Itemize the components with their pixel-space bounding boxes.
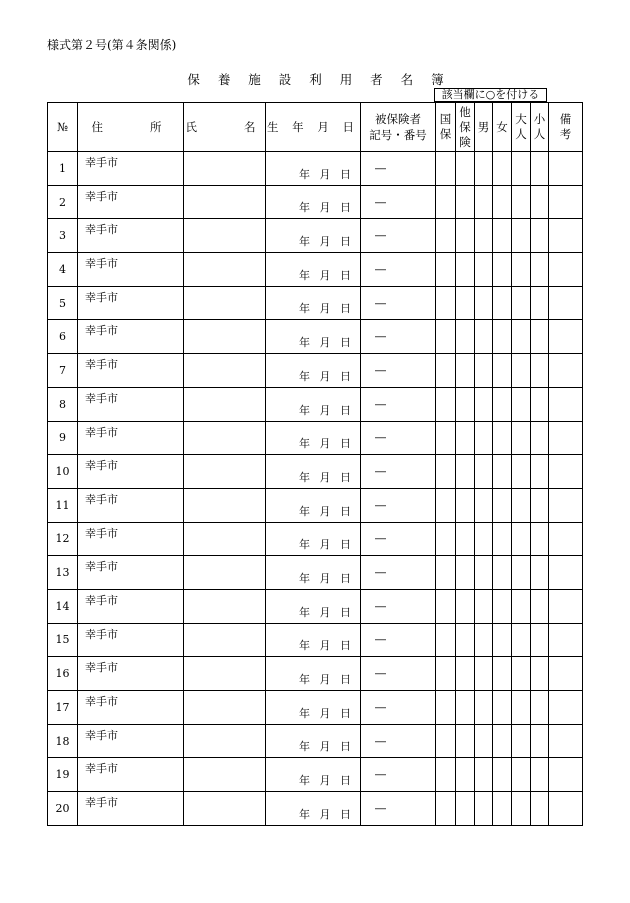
col-insured-number: [361, 103, 436, 152]
remarks-cell[interactable]: [549, 623, 583, 657]
birthdate-cell[interactable]: 年 月 日: [266, 589, 361, 623]
male-check[interactable]: [475, 286, 493, 320]
row-number: 1: [48, 152, 78, 186]
col-name: 氏 名: [184, 103, 266, 152]
name-cell[interactable]: [184, 354, 266, 388]
name-cell[interactable]: [184, 724, 266, 758]
female-check[interactable]: [493, 421, 512, 455]
insured-header-line1: 被保険者: [375, 112, 421, 126]
col-birthdate: 生 年 月 日: [266, 103, 361, 152]
male-check[interactable]: [475, 219, 493, 253]
birthdate-cell[interactable]: 年 月 日: [266, 152, 361, 186]
birthdate-cell[interactable]: 年 月 日: [266, 354, 361, 388]
adult-check[interactable]: [512, 556, 531, 590]
address-cell[interactable]: 幸手市: [78, 387, 184, 421]
address-cell[interactable]: 幸手市: [78, 657, 184, 691]
row-number: 9: [48, 421, 78, 455]
name-cell[interactable]: [184, 185, 266, 219]
other-insurance-check[interactable]: [456, 657, 475, 691]
male-check[interactable]: [475, 556, 493, 590]
name-cell[interactable]: [184, 623, 266, 657]
other-ins-char-3: 険: [459, 134, 471, 149]
female-check[interactable]: [493, 185, 512, 219]
name-cell[interactable]: [184, 320, 266, 354]
row-number: 13: [48, 556, 78, 590]
other-insurance-check[interactable]: [456, 556, 475, 590]
adult-check[interactable]: [512, 320, 531, 354]
row-number: 20: [48, 792, 78, 826]
child-char-2: 人: [533, 127, 546, 141]
table-row: [48, 219, 583, 253]
remarks-cell[interactable]: [549, 354, 583, 388]
table-row: [48, 758, 583, 792]
national-insurance-check[interactable]: [436, 185, 456, 219]
other-insurance-check[interactable]: [456, 488, 475, 522]
remarks-cell[interactable]: [549, 286, 583, 320]
remarks-cell[interactable]: [549, 219, 583, 253]
address-cell[interactable]: 幸手市: [78, 219, 184, 253]
child-check[interactable]: [531, 488, 549, 522]
name-cell[interactable]: [184, 152, 266, 186]
adult-check[interactable]: [512, 387, 531, 421]
child-check[interactable]: [531, 387, 549, 421]
female-check[interactable]: [493, 556, 512, 590]
national-insurance-check[interactable]: [436, 219, 456, 253]
address-cell[interactable]: 幸手市: [78, 286, 184, 320]
remarks-char-2: 考: [559, 127, 572, 141]
insured-number-cell[interactable]: ―: [361, 488, 436, 522]
remarks-cell[interactable]: [549, 589, 583, 623]
check-instruction: 該当欄に○を付ける: [434, 88, 547, 102]
remarks-char-1: 備: [559, 112, 572, 126]
national-insurance-check[interactable]: [436, 556, 456, 590]
other-insurance-check[interactable]: [456, 219, 475, 253]
male-check[interactable]: [475, 724, 493, 758]
row-number: 7: [48, 354, 78, 388]
male-check[interactable]: [475, 792, 493, 826]
row-number: 3: [48, 219, 78, 253]
insured-number-cell[interactable]: ―: [361, 556, 436, 590]
remarks-cell[interactable]: [549, 691, 583, 725]
national-insurance-check[interactable]: [436, 152, 456, 186]
adult-check[interactable]: [512, 758, 531, 792]
col-male: 男: [475, 103, 493, 152]
insured-number-cell[interactable]: ―: [361, 354, 436, 388]
address-cell[interactable]: 幸手市: [78, 623, 184, 657]
other-insurance-check[interactable]: [456, 354, 475, 388]
insured-header-line2: 記号・番号: [369, 128, 427, 142]
male-check[interactable]: [475, 522, 493, 556]
insured-number-cell[interactable]: ―: [361, 657, 436, 691]
insured-number-cell[interactable]: ―: [361, 219, 436, 253]
table-row: [48, 724, 583, 758]
national-insurance-check[interactable]: [436, 320, 456, 354]
name-cell[interactable]: [184, 488, 266, 522]
male-check[interactable]: [475, 623, 493, 657]
child-check[interactable]: [531, 320, 549, 354]
table-row: [48, 657, 583, 691]
male-check[interactable]: [475, 488, 493, 522]
child-check[interactable]: [531, 455, 549, 489]
birthdate-cell[interactable]: 年 月 日: [266, 185, 361, 219]
national-insurance-check[interactable]: [436, 421, 456, 455]
child-check[interactable]: [531, 623, 549, 657]
adult-check[interactable]: [512, 623, 531, 657]
table-row: [48, 185, 583, 219]
other-ins-char-2: 保: [459, 119, 471, 134]
female-check[interactable]: [493, 792, 512, 826]
table-row: [48, 792, 583, 826]
birthdate-cell[interactable]: 年 月 日: [266, 522, 361, 556]
other-insurance-check[interactable]: [456, 320, 475, 354]
other-insurance-check[interactable]: [456, 455, 475, 489]
address-cell[interactable]: 幸手市: [78, 488, 184, 522]
row-number: 2: [48, 185, 78, 219]
table-row: [48, 320, 583, 354]
name-cell[interactable]: [184, 219, 266, 253]
adult-check[interactable]: [512, 354, 531, 388]
row-number: 18: [48, 724, 78, 758]
male-check[interactable]: [475, 320, 493, 354]
child-check[interactable]: [531, 691, 549, 725]
remarks-cell[interactable]: [549, 320, 583, 354]
birthdate-cell[interactable]: 年 月 日: [266, 556, 361, 590]
address-cell[interactable]: 幸手市: [78, 691, 184, 725]
insured-number-cell[interactable]: ―: [361, 185, 436, 219]
adult-check[interactable]: [512, 421, 531, 455]
col-female: 女: [493, 103, 512, 152]
adult-check[interactable]: [512, 724, 531, 758]
adult-check[interactable]: [512, 589, 531, 623]
child-check[interactable]: [531, 354, 549, 388]
other-insurance-check[interactable]: [456, 253, 475, 287]
adult-check[interactable]: [512, 253, 531, 287]
name-cell[interactable]: [184, 758, 266, 792]
remarks-cell[interactable]: [549, 185, 583, 219]
name-cell[interactable]: [184, 792, 266, 826]
insured-number-cell[interactable]: ―: [361, 691, 436, 725]
row-number: 6: [48, 320, 78, 354]
address-cell[interactable]: 幸手市: [78, 556, 184, 590]
row-number: 15: [48, 623, 78, 657]
table-row: [48, 354, 583, 388]
female-check[interactable]: [493, 589, 512, 623]
name-cell[interactable]: [184, 455, 266, 489]
col-national-insurance: [436, 103, 456, 152]
name-cell[interactable]: [184, 253, 266, 287]
page-title: 保 養 施 設 利 用 者 名 簿: [187, 72, 451, 87]
name-cell[interactable]: [184, 286, 266, 320]
header-row: [48, 103, 583, 152]
child-check[interactable]: [531, 253, 549, 287]
insured-number-cell[interactable]: ―: [361, 758, 436, 792]
other-insurance-check[interactable]: [456, 152, 475, 186]
female-check[interactable]: [493, 488, 512, 522]
female-check[interactable]: [493, 455, 512, 489]
child-check[interactable]: [531, 724, 549, 758]
national-insurance-check[interactable]: [436, 455, 456, 489]
birthdate-cell[interactable]: 年 月 日: [266, 724, 361, 758]
national-insurance-check[interactable]: [436, 623, 456, 657]
female-check[interactable]: [493, 623, 512, 657]
remarks-cell[interactable]: [549, 253, 583, 287]
row-number: 14: [48, 589, 78, 623]
name-cell[interactable]: [184, 657, 266, 691]
other-insurance-check[interactable]: [456, 387, 475, 421]
child-check[interactable]: [531, 657, 549, 691]
address-cell[interactable]: 幸手市: [78, 792, 184, 826]
other-insurance-check[interactable]: [456, 724, 475, 758]
remarks-cell[interactable]: [549, 758, 583, 792]
male-check[interactable]: [475, 758, 493, 792]
birthdate-cell[interactable]: 年 月 日: [266, 623, 361, 657]
table-row: [48, 488, 583, 522]
remarks-cell[interactable]: [549, 792, 583, 826]
child-check[interactable]: [531, 185, 549, 219]
male-check[interactable]: [475, 387, 493, 421]
table-row: [48, 455, 583, 489]
user-roster-table: [47, 102, 583, 826]
insured-number-cell[interactable]: ―: [361, 152, 436, 186]
insured-number-cell[interactable]: ―: [361, 792, 436, 826]
national-insurance-check[interactable]: [436, 792, 456, 826]
remarks-cell[interactable]: [549, 556, 583, 590]
birthdate-cell[interactable]: 年 月 日: [266, 488, 361, 522]
remarks-cell[interactable]: [549, 488, 583, 522]
adult-check[interactable]: [512, 657, 531, 691]
birthdate-cell[interactable]: 年 月 日: [266, 286, 361, 320]
birthdate-cell[interactable]: 年 月 日: [266, 421, 361, 455]
national-insurance-check[interactable]: [436, 387, 456, 421]
child-char-1: 小: [533, 112, 546, 126]
insured-number-cell[interactable]: ―: [361, 320, 436, 354]
national-insurance-check[interactable]: [436, 691, 456, 725]
remarks-cell[interactable]: [549, 522, 583, 556]
row-number: 16: [48, 657, 78, 691]
male-check[interactable]: [475, 354, 493, 388]
national-insurance-check[interactable]: [436, 589, 456, 623]
national-insurance-check[interactable]: [436, 522, 456, 556]
row-number: 10: [48, 455, 78, 489]
name-cell[interactable]: [184, 556, 266, 590]
insured-number-cell[interactable]: ―: [361, 387, 436, 421]
row-number: 11: [48, 488, 78, 522]
kokuho-char-2: 保: [439, 127, 452, 141]
female-check[interactable]: [493, 219, 512, 253]
child-check[interactable]: [531, 589, 549, 623]
adult-check[interactable]: [512, 488, 531, 522]
birthdate-cell[interactable]: 年 月 日: [266, 320, 361, 354]
national-insurance-check[interactable]: [436, 488, 456, 522]
birthdate-cell[interactable]: 年 月 日: [266, 758, 361, 792]
address-cell[interactable]: 幸手市: [78, 421, 184, 455]
other-insurance-check[interactable]: [456, 758, 475, 792]
child-check[interactable]: [531, 792, 549, 826]
address-cell[interactable]: 幸手市: [78, 185, 184, 219]
row-number: 5: [48, 286, 78, 320]
birthdate-cell[interactable]: 年 月 日: [266, 792, 361, 826]
child-check[interactable]: [531, 758, 549, 792]
table-row: [48, 387, 583, 421]
other-insurance-check[interactable]: [456, 421, 475, 455]
child-check[interactable]: [531, 219, 549, 253]
adult-check[interactable]: [512, 185, 531, 219]
adult-check[interactable]: [512, 691, 531, 725]
birthdate-cell[interactable]: 年 月 日: [266, 253, 361, 287]
insured-number-cell[interactable]: ―: [361, 455, 436, 489]
female-check[interactable]: [493, 657, 512, 691]
other-insurance-check[interactable]: [456, 522, 475, 556]
national-insurance-check[interactable]: [436, 758, 456, 792]
address-cell[interactable]: 幸手市: [78, 455, 184, 489]
insured-number-cell[interactable]: ―: [361, 623, 436, 657]
male-check[interactable]: [475, 589, 493, 623]
col-child: [531, 103, 549, 152]
table-row: [48, 253, 583, 287]
row-number: 17: [48, 691, 78, 725]
table-row: [48, 691, 583, 725]
male-check[interactable]: [475, 152, 493, 186]
name-cell[interactable]: [184, 387, 266, 421]
col-remarks: [549, 103, 583, 152]
birthdate-cell[interactable]: 年 月 日: [266, 387, 361, 421]
female-check[interactable]: [493, 691, 512, 725]
male-check[interactable]: [475, 253, 493, 287]
address-cell[interactable]: 幸手市: [78, 758, 184, 792]
address-cell[interactable]: 幸手市: [78, 152, 184, 186]
child-check[interactable]: [531, 556, 549, 590]
col-adult: [512, 103, 531, 152]
male-check[interactable]: [475, 185, 493, 219]
national-insurance-check[interactable]: [436, 657, 456, 691]
female-check[interactable]: [493, 522, 512, 556]
row-number: 12: [48, 522, 78, 556]
insured-number-cell[interactable]: ―: [361, 253, 436, 287]
adult-char-1: 大: [515, 112, 527, 126]
birthdate-cell[interactable]: 年 月 日: [266, 691, 361, 725]
national-insurance-check[interactable]: [436, 286, 456, 320]
child-check[interactable]: [531, 152, 549, 186]
kokuho-char-1: 国: [439, 112, 452, 126]
row-number: 8: [48, 387, 78, 421]
male-check[interactable]: [475, 691, 493, 725]
table-row: [48, 556, 583, 590]
name-cell[interactable]: [184, 421, 266, 455]
female-check[interactable]: [493, 724, 512, 758]
male-check[interactable]: [475, 421, 493, 455]
male-check[interactable]: [475, 455, 493, 489]
adult-check[interactable]: [512, 522, 531, 556]
female-check[interactable]: [493, 253, 512, 287]
remarks-cell[interactable]: [549, 421, 583, 455]
remarks-cell[interactable]: [549, 152, 583, 186]
other-insurance-check[interactable]: [456, 623, 475, 657]
female-check[interactable]: [493, 286, 512, 320]
other-insurance-check[interactable]: [456, 185, 475, 219]
table-row: [48, 286, 583, 320]
insured-number-cell[interactable]: ―: [361, 589, 436, 623]
adult-check[interactable]: [512, 792, 531, 826]
adult-char-2: 人: [515, 127, 527, 141]
address-cell[interactable]: 幸手市: [78, 253, 184, 287]
female-check[interactable]: [493, 152, 512, 186]
adult-check[interactable]: [512, 455, 531, 489]
col-other-insurance: [456, 103, 475, 152]
child-check[interactable]: [531, 421, 549, 455]
insured-number-cell[interactable]: ―: [361, 724, 436, 758]
child-check[interactable]: [531, 286, 549, 320]
other-ins-char-1: 他: [459, 104, 471, 119]
address-cell[interactable]: 幸手市: [78, 724, 184, 758]
name-cell[interactable]: [184, 691, 266, 725]
national-insurance-check[interactable]: [436, 354, 456, 388]
remarks-cell[interactable]: [549, 657, 583, 691]
national-insurance-check[interactable]: [436, 724, 456, 758]
adult-check[interactable]: [512, 152, 531, 186]
female-check[interactable]: [493, 758, 512, 792]
other-insurance-check[interactable]: [456, 691, 475, 725]
col-address: 住 所: [78, 103, 184, 152]
birthdate-cell[interactable]: 年 月 日: [266, 455, 361, 489]
table-row: [48, 421, 583, 455]
insured-number-cell[interactable]: ―: [361, 421, 436, 455]
adult-check[interactable]: [512, 219, 531, 253]
other-insurance-check[interactable]: [456, 589, 475, 623]
other-insurance-check[interactable]: [456, 286, 475, 320]
insured-number-cell[interactable]: ―: [361, 522, 436, 556]
table-row: [48, 623, 583, 657]
table-row: [48, 152, 583, 186]
insured-number-cell[interactable]: ―: [361, 286, 436, 320]
name-cell[interactable]: [184, 522, 266, 556]
remarks-cell[interactable]: [549, 724, 583, 758]
female-check[interactable]: [493, 320, 512, 354]
row-number: 4: [48, 253, 78, 287]
remarks-cell[interactable]: [549, 387, 583, 421]
other-insurance-check[interactable]: [456, 792, 475, 826]
table-row: [48, 589, 583, 623]
birthdate-cell[interactable]: 年 月 日: [266, 219, 361, 253]
birthdate-cell[interactable]: 年 月 日: [266, 657, 361, 691]
national-insurance-check[interactable]: [436, 253, 456, 287]
address-cell[interactable]: 幸手市: [78, 320, 184, 354]
male-check[interactable]: [475, 657, 493, 691]
table-row: [48, 522, 583, 556]
adult-check[interactable]: [512, 286, 531, 320]
female-check[interactable]: [493, 387, 512, 421]
name-cell[interactable]: [184, 589, 266, 623]
address-cell[interactable]: 幸手市: [78, 354, 184, 388]
child-check[interactable]: [531, 522, 549, 556]
female-check[interactable]: [493, 354, 512, 388]
address-cell[interactable]: 幸手市: [78, 589, 184, 623]
address-cell[interactable]: 幸手市: [78, 522, 184, 556]
form-number: 様式第２号(第４条関係): [47, 38, 177, 52]
remarks-cell[interactable]: [549, 455, 583, 489]
row-number: 19: [48, 758, 78, 792]
col-no: №: [48, 103, 78, 152]
